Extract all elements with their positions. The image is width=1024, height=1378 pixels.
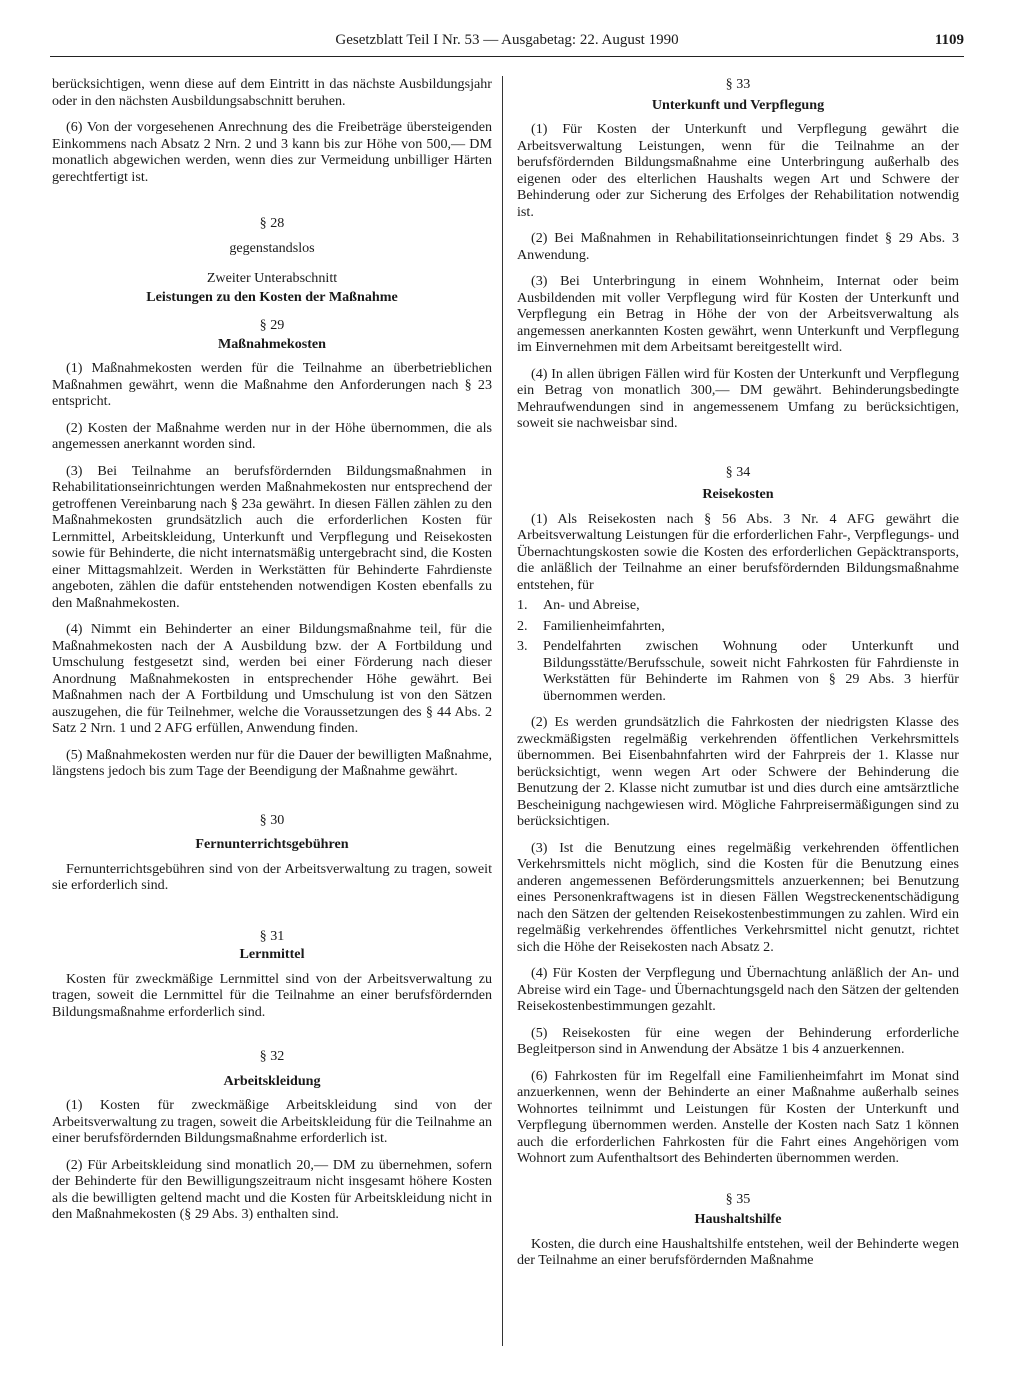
subsection-label: Zweiter Unterabschnitt — [206, 270, 338, 286]
section-title: Arbeitskleidung — [223, 1072, 321, 1089]
left-column — [52, 76, 492, 1233]
list-number: 1. — [517, 597, 528, 613]
list-text: Pendelfahrten zwischen Wohnung oder Unterkunft und Bildungsstätte/Berufsschule, soweit nicht Fahrkosten für Fahrdienste in Werkstätten für Behinderte im Rahmen von § 29 Abs. 3 hierfür übernommen werden. — [543, 638, 959, 704]
section-number: § 33 — [725, 76, 751, 92]
list-text: An- und Abreise, — [543, 597, 640, 613]
section-number: § 30 — [259, 811, 285, 828]
page-number: 1109 — [934, 32, 964, 48]
section-number: § 29 — [259, 317, 285, 333]
list-item — [517, 597, 959, 614]
paragraph: Fernunterrichtsgebühren sind von der Arbeitsverwaltung zu tragen, soweit sie erforderlich sind. — [52, 860, 492, 893]
paragraph: Kosten, die durch eine Haushaltshilfe entstehen, weil der Behinderte wegen der Teilnahme an einer berufsfördernden Maßnahme — [517, 1235, 959, 1268]
paragraph: (6) Fahrkosten für im Regelfall eine Familienheimfahrt im Monat sind anzuerkennen, wenn der Behinderte an einer Maßnahme außerhalb seines Wohnortes teilnimmt und Leistungen für Kosten der Unterkunft und Verpflegung übernommen werden. Anstelle der Kosten nach Satz 1 können auch die erforderlichen Fahrkosten für die Fahrt eines Angehörigen vom Wohnort zum Aufenthaltsort des Behinderten übernommen werden. — [517, 1067, 959, 1166]
list-text: Familienheimfahrten, — [543, 617, 665, 634]
paragraph: (3) Bei Teilnahme an berufsfördernden Bildungsmaßnahmen in Rehabilitationseinrichtungen werden Maßnahmekosten nur entsprechend der getroffenen Vereinbarung nach § 23a gewährt. In diesen Fällen zählen zu den Maßnahmekosten grundsätzlich auch die erforderlichen Kosten für Lernmittel, Arbeitskleidung, Unterkunft und Verpflegung und Reisekosten sowie für Behinderte, die nicht internatsmäßig untergebracht sind, die Kosten einer Mittagsmahlzeit. Werden in Werkstätten für Behinderte Fahrdienste angeboten, zählen die dafür entstehenden notwendigen Kosten ebenfalls zu den Maßnahmekosten. — [52, 462, 492, 611]
paragraph: (3) Bei Unterbringung in einem Wohnheim, Internat oder beim Ausbildenden mit voller Verpflegung wird für Kosten der Unterkunft und Verpflegung ein Betrag in Höhe der von der Arbeitsverwaltung als angemessen anerkannten Kosten gewährt, wenn Unterkunft und Verpflegung im Einvernehmen mit dem Arbeitsamt bereitgestellt wird. — [517, 273, 959, 355]
list-number: 3. — [517, 638, 528, 654]
paragraph: berücksichtigen, wenn diese auf dem Eintritt in das nächste Ausbildungsjahr oder in den nächsten Ausbildungsabschnitt beruhen. — [52, 76, 492, 109]
numbered-list — [517, 597, 959, 704]
gazette-title: Gesetzblatt Teil I Nr. 53 — Ausgabetag: 22. August 1990 — [335, 32, 679, 48]
paragraph: (2) Es werden grundsätzlich die Fahrkosten der niedrigsten Klasse des zweckmäßigsten regelmäßig verkehrenden öffentlichen Verkehrsmittels übernommen. Bei Eisenbahnfahrten wird der Fahrpreis der 1. Klasse nur berücksichtigt, wenn wegen Art oder Schwere der Behinderung die Benutzung der 2. Klasse nicht zumutbar ist und dies durch eine amtsärztliche Bescheinigung nachgewiesen wird. Mögliche Fahrpreisermäßigungen sind zu berücksichtigen. — [517, 714, 959, 829]
section-number: § 31 — [259, 927, 285, 944]
paragraph: (5) Reisekosten für eine wegen der Behinderung erforderliche Begleitperson sind in Anwendung der Absätze 1 bis 4 anzuerkennen. — [517, 1024, 959, 1057]
section-title: Maßnahmekosten — [217, 335, 327, 352]
paragraph: (1) Für Kosten der Unterkunft und Verpflegung gewährt die Arbeitsverwaltung Leistungen, wenn für die Teilnahme an der berufsfördernden Bildungsmaßnahme eine Unterbringung außerhalb des eigenen oder des elterlichen Haushalts wegen Art und Schwere der Behinderung oder zur Sicherung des Erfolges der Rehabilitation notwendig ist. — [517, 121, 959, 220]
paragraph: (6) Von der vorgesehenen Anrechnung des die Freibeträge übersteigenden Einkommens nach Absatz 2 Nrn. 2 und 3 kann bis zur Höhe von 500,— DM monatlich abgewichen werden, wenn dies zur Vermeidung unbilliger Härten gerechtfertigt ist. — [52, 119, 492, 185]
section-title: Fernunterrichtsgebühren — [195, 836, 349, 852]
page-header — [50, 32, 964, 57]
section-number: § 34 — [725, 463, 751, 480]
paragraph: (4) In allen übrigen Fällen wird für Kosten der Unterkunft und Verpflegung ein Betrag von monatlich 300,— DM gewährt. Behinderungsbedingte Mehraufwendungen sind in angemessenem Umfang zu berücksichtigen, soweit sie nachweisbar sind. — [517, 365, 959, 431]
section-number: § 28 — [259, 215, 285, 231]
section-title: Reisekosten — [702, 486, 774, 502]
paragraph: (1) Maßnahmekosten werden für die Teilnahme an überbetrieblichen Maßnahmen gewährt, wenn die Maßnahme den Anforderungen nach § 23 entspricht. — [52, 360, 492, 409]
section-title: Haushaltshilfe — [694, 1211, 782, 1227]
section-number: § 32 — [259, 1048, 285, 1064]
paragraph: (2) Kosten der Maßnahme werden nur in der Höhe übernommen, die als angemessen anerkannt worden sind. — [52, 419, 492, 452]
paragraph: (4) Nimmt ein Behinderter an einer Bildungsmaßnahme teil, für die Maßnahmekosten nach der A Ausbildung bzw. der A Fortbildung und Umschulung festgesetzt sind, werden bei einer Förderung nach dieser Anordnung Maßnahmekosten in entsprechender Höhe gewährt. Bei Maßnahmen nach der A Fortbildung und Umschulung ist von den Sätzen auszugehen, die für Teilnehmer, welche die Voraussetzungen des § 44 Abs. 2 Satz 2 Nrn. 1 und 2 AFG erfüllen, Anwendung finden. — [52, 621, 492, 736]
section-number: § 35 — [725, 1190, 751, 1207]
paragraph: (3) Ist die Benutzung eines regelmäßig verkehrenden öffentlichen Verkehrsmittels nicht möglich, sind die Kosten für die Benutzung eines anderen angemessenen Beförderungsmittels anzuerkennen; bei Benutzung eines Personenkraftwagens ist in diesen Fällen Wegstreckenentschädigung nach den Sätzen der geltenden Reisekostenbestimmungen zu zahlen. Wird ein regelmäßig verkehrendes öffentliches Verkehrsmittel nicht genutzt, richtet sich die Höhe der Reisekosten nach Absatz 2. — [517, 839, 959, 955]
section-text: gegenstandslos — [229, 239, 315, 256]
paragraph: (1) Kosten für zweckmäßige Arbeitskleidung sind von der Arbeitsverwaltung zu tragen, soweit die Arbeitskleidung für die Teilnahme an einer berufsfördernden Bildungsmaßnahme erforderlich ist. — [52, 1097, 492, 1146]
column-divider — [502, 76, 503, 1346]
subsection-title: Leistungen zu den Kosten der Maßnahme — [146, 288, 398, 305]
list-item — [517, 638, 959, 704]
paragraph: (2) Für Arbeitskleidung sind monatlich 20,— DM zu übernehmen, sofern der Behinderte für den Bewilligungszeitraum nicht insgesamt höhere Kosten als die bewilligten geltend macht und die Kosten für Arbeitskleidung nicht in den Maßnahmekosten (§ 29 Abs. 3) enthalten sind. — [52, 1156, 492, 1222]
section-title: Lernmittel — [239, 946, 305, 962]
list-item — [517, 618, 959, 635]
section-title: Unterkunft und Verpflegung — [651, 96, 825, 113]
paragraph: (1) Als Reisekosten nach § 56 Abs. 3 Nr. 4 AFG gewährt die Arbeitsverwaltung Leistungen für die erforderlichen Fahr-, Verpflegungs- und Übernachtungskosten sowie die Kosten des erforderlichen Gepäcktransports, die anläßlich der Teilnahme an einer berufsfördernden Bildungsmaßnahme entstehen, für — [517, 510, 959, 593]
paragraph: (2) Bei Maßnahmen in Rehabilitationseinrichtungen findet § 29 Abs. 3 Anwendung. — [517, 230, 959, 263]
right-column — [517, 76, 959, 1279]
paragraph: (4) Für Kosten der Verpflegung und Übernachtung anläßlich der An- und Abreise wird ein Tage- und Übernachtungsgeld nach den Sätzen der geltenden Reisekostenbestimmungen gezahlt. — [517, 965, 959, 1014]
paragraph: (5) Maßnahmekosten werden nur für die Dauer der bewilligten Maßnahme, längstens jedoch bis zum Tage der Beendigung der Maßnahme gewährt. — [52, 746, 492, 779]
list-number: 2. — [517, 617, 528, 634]
paragraph: Kosten für zweckmäßige Lernmittel sind von der Arbeitsverwaltung zu tragen, soweit die Lernmittel für die Teilnahme an einer berufsfördernden Bildungsmaßnahme erforderlich sind. — [52, 970, 492, 1020]
